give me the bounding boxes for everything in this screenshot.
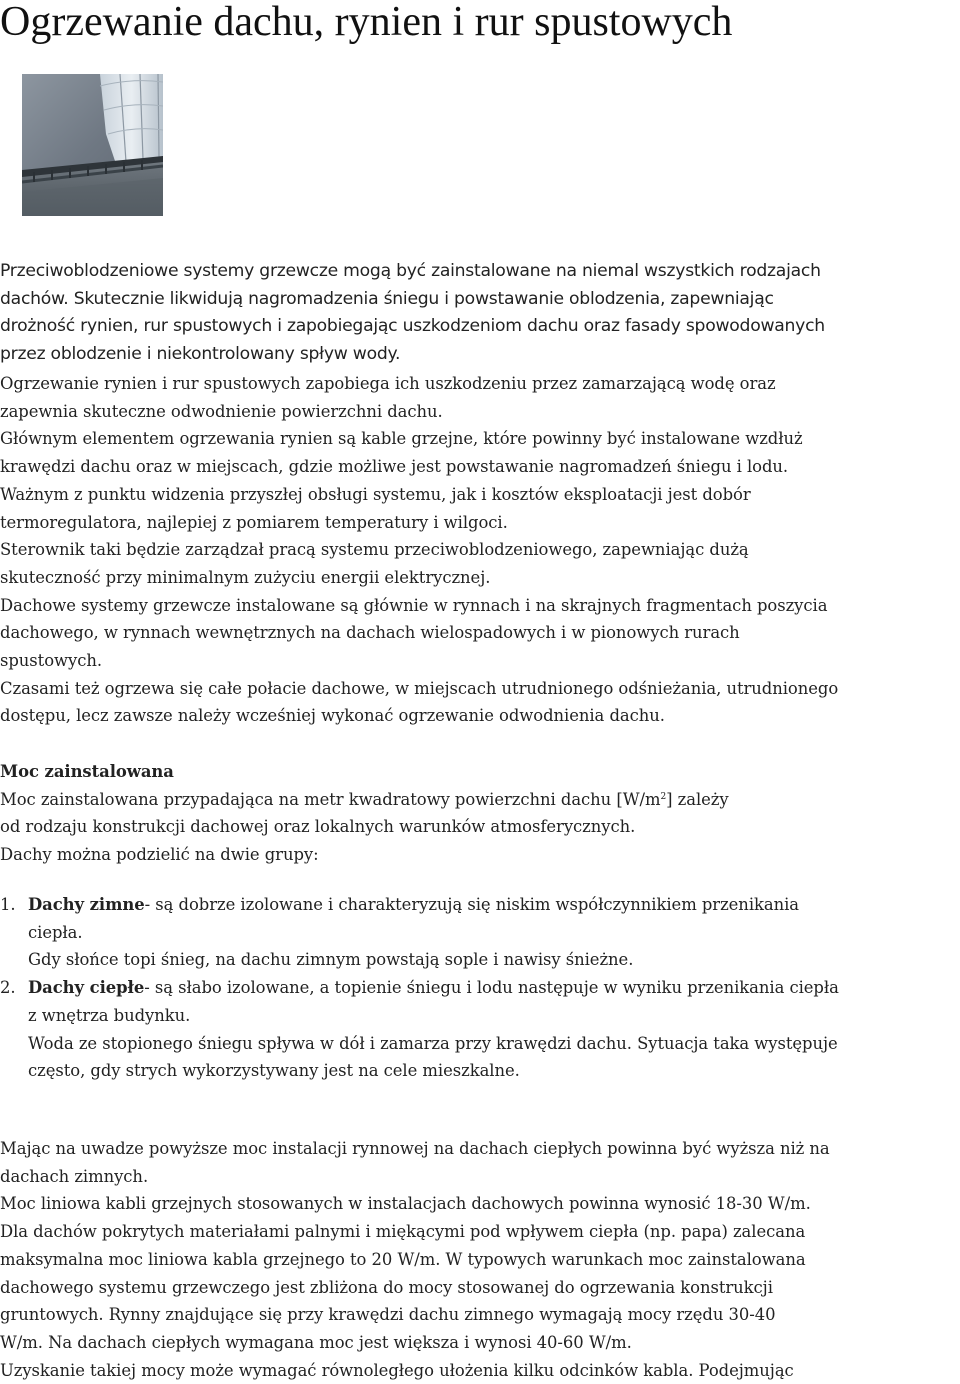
list-term: Dachy ciepłe — [28, 978, 145, 998]
list-line: z wnętrza budynku. — [28, 1005, 191, 1025]
section-heading: Moc zainstalowana — [0, 762, 174, 781]
page-title: Ogrzewanie dachu, rynien i rur spustowych — [0, 0, 733, 45]
section-power — [0, 758, 960, 869]
intro-line: Przeciwoblodzeniowe systemy grzewcze mogą być zainstalowane na niemal wszystkich rodzajach — [0, 261, 821, 281]
list-number: 1. — [0, 895, 16, 914]
body-line: zapewnia skuteczne odwodnienie powierzchni dachu. — [0, 401, 443, 421]
body-line: skuteczność przy minimalnym zużyciu energii elektrycznej. — [0, 567, 491, 587]
list-number: 2. — [0, 978, 16, 998]
body-line: dachach zimnych. — [0, 1166, 149, 1186]
intro-block — [0, 258, 960, 369]
body-line: spustowych. — [0, 651, 103, 671]
body-line: gruntowych. Rynny znajdujące się przy krawędzi dachu zimnego wymagają mocy rzędu 30-40 — [0, 1305, 776, 1325]
closing-block — [0, 1135, 960, 1384]
list-term: Dachy zimne — [28, 895, 145, 914]
list-description: - są dobrze izolowane i charakteryzują się niskim współczynnikiem przenikania — [144, 895, 800, 914]
body-line: dachowego systemu grzewczego jest zbliżona do mocy stosowanej do ogrzewania konstrukcji — [0, 1277, 773, 1297]
body-line: Sterownik taki będzie zarządzał pracą systemu przeciwoblodzeniowego, zapewniając dużą — [0, 540, 749, 560]
list-item — [0, 891, 960, 974]
roof-gutter-photo-graphic — [22, 74, 163, 216]
list-item — [0, 974, 960, 1085]
body-line: Czasami też ogrzewa się całe połacie dachowe, w miejscach utrudnionego odśnieżania, utrudnionego — [0, 678, 839, 698]
body-line: Głównym elementem ogrzewania rynien są kable grzejne, które powinny być instalowane wzdłuż — [0, 429, 803, 449]
body-line: Uzyskanie takiej mocy może wymagać równoległego ułożenia kilku odcinków kabla. Podejmując — [0, 1360, 794, 1380]
body-line: Ogrzewanie rynien i rur spustowych zapobiega ich uszkodzeniu przez zamarzającą wodę oraz — [0, 374, 776, 393]
body-line: Mając na uwadze powyższe moc instalacji rynnowej na dachach ciepłych powinna być wyższa niż na — [0, 1139, 830, 1158]
roof-gutter-photo — [22, 74, 163, 216]
list-line — [28, 974, 960, 1002]
intro-line: drożność rynien, rur spustowych i zapobiegając uszkodzeniom dachu oraz fasady spowodowanych — [0, 316, 825, 337]
body-line: maksymalna moc liniowa kabla grzejnego to 20 W/m. W typowych warunkach moc zainstalowana — [0, 1249, 806, 1269]
body-line: termoregulatora, najlepiej z pomiarem temperatury i wilgoci. — [0, 512, 508, 532]
body-line: W/m. Na dachach ciepłych wymagana moc jest większa i wynosi 40-60 W/m. — [0, 1332, 632, 1352]
section-line-end: ] zależy — [666, 789, 729, 809]
intro-line: przez oblodzenie i niekontrolowany spływ wody. — [0, 344, 401, 365]
list-line: często, gdy strych wykorzystywany jest na cele mieszkalne. — [28, 1061, 520, 1081]
list-line — [28, 891, 960, 919]
section-line-start: Moc zainstalowana przypadająca na metr kwadratowy powierzchni dachu [W/m — [0, 789, 661, 809]
body-line: krawędzi dachu oraz w miejscach, gdzie możliwe jest powstawanie nagromadzeń śniegu i lodu. — [0, 457, 789, 477]
body-block — [0, 370, 960, 730]
list-line: Gdy słońce topi śnieg, na dachu zimnym powstają sople i nawisy śnieżne. — [28, 950, 634, 970]
section-line: od rodzaju konstrukcji dachowej oraz lokalnych warunków atmosferycznych. — [0, 817, 636, 837]
intro-line: dachów. Skutecznie likwidują nagromadzenia śniegu i powstawanie oblodzenia, zapewniając — [0, 288, 774, 309]
list-line: Woda ze stopionego śniegu spływa w dół i zamarza przy krawędzi dachu. Sytuacja taka występuje — [28, 1033, 838, 1053]
list-line: ciepła. — [28, 922, 83, 942]
superscript: 2 — [660, 791, 667, 802]
section-line — [0, 786, 960, 814]
body-line: Dla dachów pokrytych materiałami palnymi i miękącymi pod wpływem ciepła (np. papa) zalecana — [0, 1222, 806, 1242]
body-line: Dachowe systemy grzewcze instalowane są głównie w rynnach i na skrajnych fragmentach poszycia — [0, 595, 828, 615]
body-line: Ważnym z punktu widzenia przyszłej obsługi systemu, jak i kosztów eksploatacji jest dobór — [0, 484, 751, 504]
section-line: Dachy można podzielić na dwie grupy: — [0, 845, 319, 865]
body-line: dostępu, lecz zawsze należy wcześniej wykonać ogrzewanie odwodnienia dachu. — [0, 706, 665, 726]
list-description: - są słabo izolowane, a topienie śniegu i lodu następuje w wyniku przenikania ciepła — [144, 978, 839, 998]
body-line: Moc liniowa kabli grzejnych stosowanych w instalacjach dachowych powinna wynosić 18-30 W/m. — [0, 1194, 811, 1214]
body-line: dachowego, w rynnach wewnętrznych na dachach wielospadowych i w pionowych rurach — [0, 623, 740, 643]
roof-type-list — [0, 891, 960, 1085]
